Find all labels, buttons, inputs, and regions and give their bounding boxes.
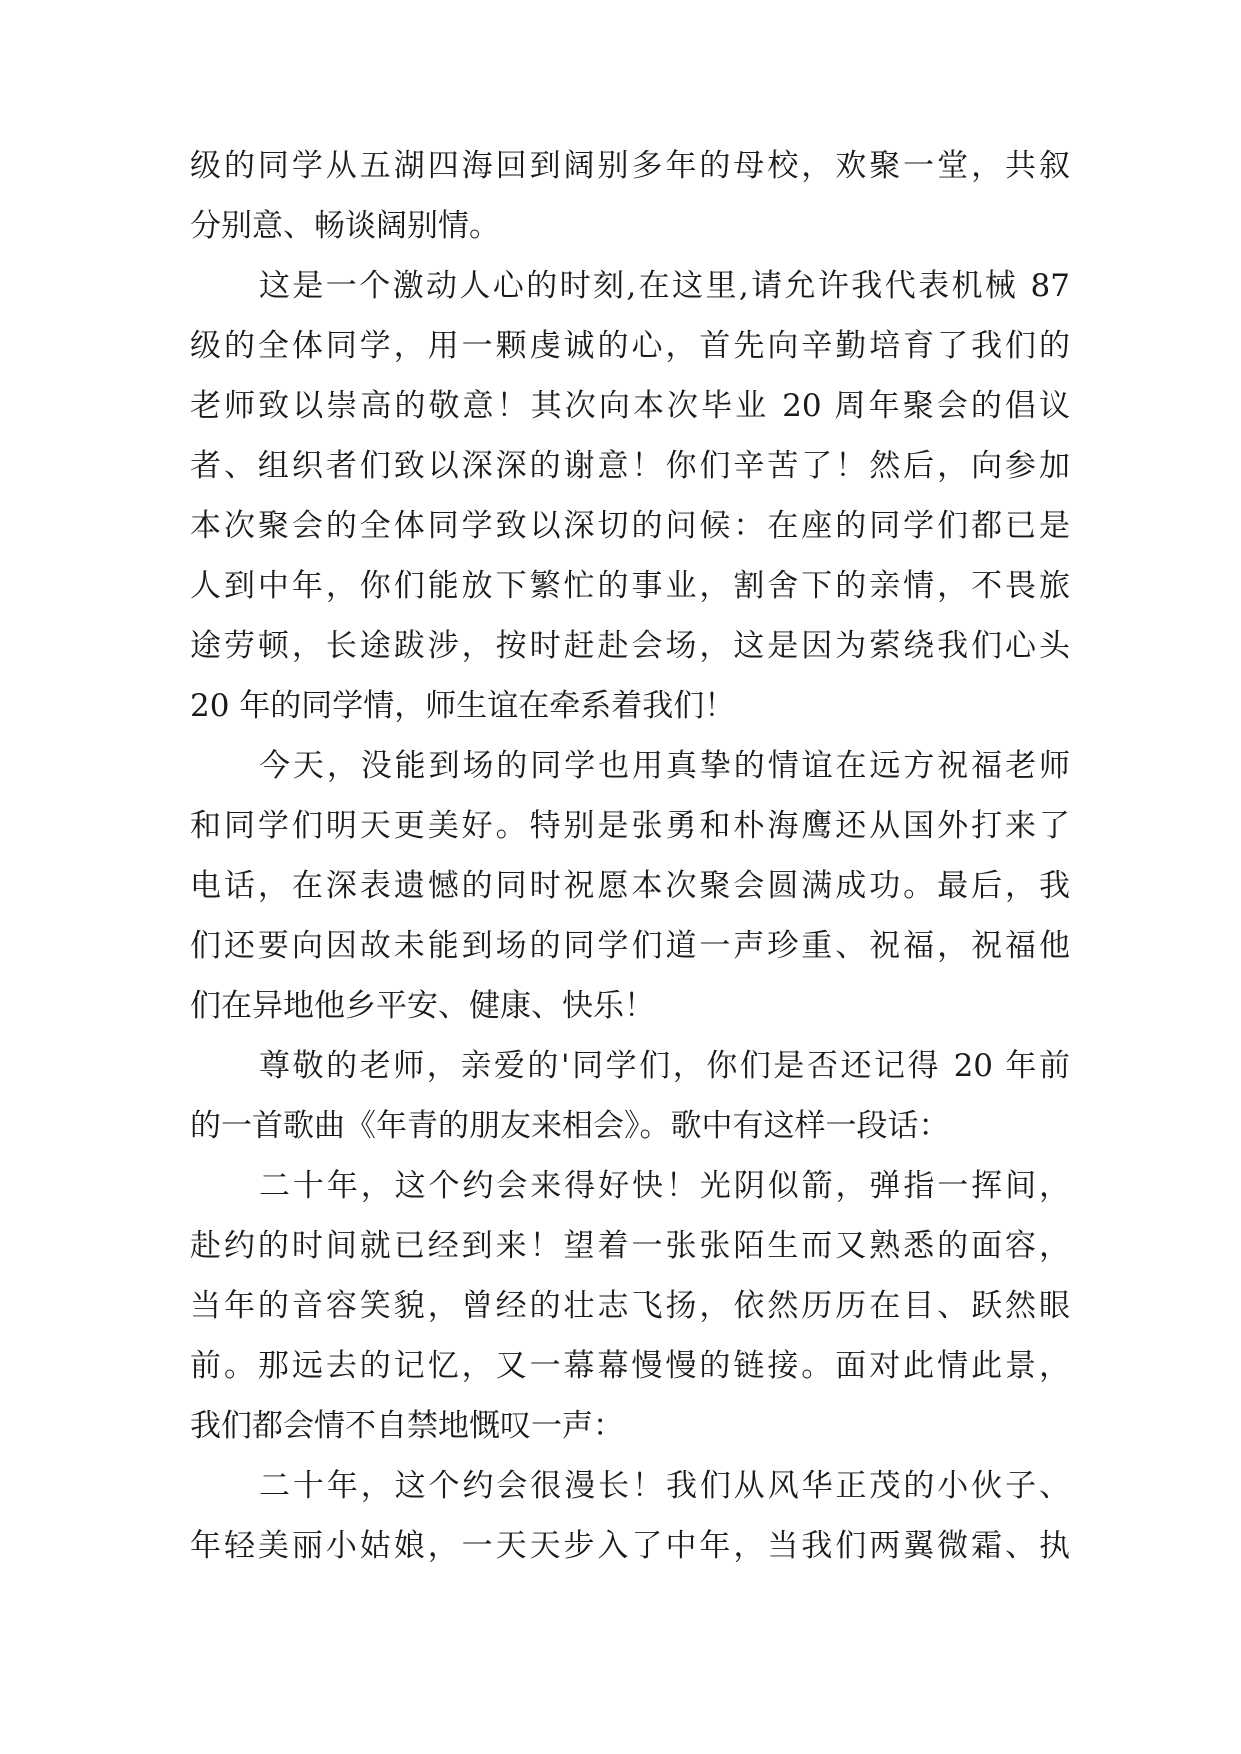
text-line: 我们都会情不自禁地慨叹一声：	[190, 1408, 624, 1444]
text-line: 电话，在深表遗憾的同时祝愿本次聚会圆满成功。最后，我	[190, 868, 1070, 904]
text-line: 前。那远去的记忆，又一幕幕慢慢的链接。面对此情此景，	[190, 1348, 1070, 1384]
text-line: 人到中年，你们能放下繁忙的事业，割舍下的亲情，不畏旅	[190, 568, 1070, 604]
paragraph-start-line: 今天，没能到场的同学也用真挚的情谊在远方祝福老师	[259, 748, 1070, 784]
text-line: 者、组织者们致以深深的谢意！你们辛苦了！然后，向参加	[190, 448, 1070, 484]
text-line: 级的同学从五湖四海回到阔别多年的母校，欢聚一堂，共叙	[190, 148, 1070, 184]
paragraph-start-line: 这是一个激动人心的时刻,在这里,请允许我代表机械 87	[259, 268, 1070, 304]
text-line: 当年的音容笑貌，曾经的壮志飞扬，依然历历在目、跃然眼	[190, 1288, 1070, 1324]
text-line: 途劳顿，长途跋涉，按时赶赴会场，这是因为萦绕我们心头	[190, 628, 1070, 664]
text-line: 20 年的同学情，师生谊在牵系着我们！	[190, 688, 736, 724]
paragraph-start-line: 尊敬的老师，亲爱的'同学们，你们是否还记得 20 年前	[259, 1048, 1070, 1084]
text-line: 级的全体同学，用一颗虔诚的心，首先向辛勤培育了我们的	[190, 328, 1070, 364]
paragraph-start-line: 二十年，这个约会来得好快！光阴似箭，弹指一挥间，	[259, 1168, 1070, 1204]
text-line: 本次聚会的全体同学致以深切的问候：在座的同学们都已是	[190, 508, 1070, 544]
text-line: 老师致以崇高的敬意！其次向本次毕业 20 周年聚会的倡议	[190, 388, 1070, 424]
text-line: 们在异地他乡平安、健康、快乐！	[190, 988, 655, 1024]
text-line: 赴约的时间就已经到来！望着一张张陌生而又熟悉的面容，	[190, 1228, 1070, 1264]
text-line: 分别意、畅谈阔别情。	[190, 208, 500, 244]
paragraph-start-line: 二十年，这个约会很漫长！我们从风华正茂的小伙子、	[259, 1468, 1070, 1504]
text-line: 和同学们明天更美好。特别是张勇和朴海鹰还从国外打来了	[190, 808, 1070, 844]
text-line: 年轻美丽小姑娘，一天天步入了中年，当我们两翼微霜、执	[190, 1528, 1070, 1564]
text-line: 的一首歌曲《年青的朋友来相会》。歌中有这样一段话：	[190, 1108, 950, 1144]
text-line: 们还要向因故未能到场的同学们道一声珍重、祝福，祝福他	[190, 928, 1070, 964]
